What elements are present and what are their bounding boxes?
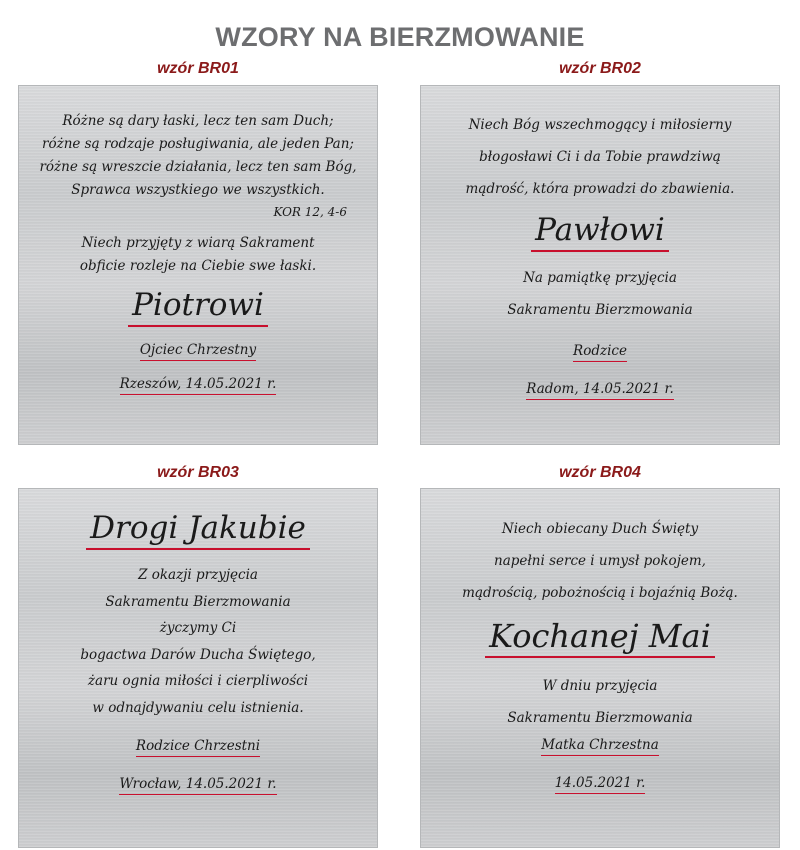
verse-reference: KOR 12, 4-6 bbox=[273, 205, 347, 219]
verse-line: różne są rodzaje posługiwania, ale jeden Pan; bbox=[42, 136, 354, 152]
wish-line: Sakramentu Bierzmowania bbox=[105, 593, 291, 610]
recipient-name: Pawłowi bbox=[531, 211, 669, 252]
occasion-line: Sakramentu Bierzmowania bbox=[507, 710, 693, 726]
plate-br03 bbox=[18, 488, 378, 848]
recipient-name: Piotrowi bbox=[128, 286, 268, 327]
signature: Matka Chrzestna bbox=[541, 735, 659, 756]
wish-line: Z okazji przyjęcia bbox=[138, 567, 258, 583]
occasion-line: Na pamiątkę przyjęcia bbox=[523, 270, 677, 286]
wish-line: Niech przyjęty z wiarą Sakrament bbox=[81, 235, 315, 251]
plate-label-br03: wzór BR03 bbox=[157, 464, 239, 481]
plate-br02 bbox=[420, 85, 780, 445]
wish-line: obficie rozleje na Ciebie swe łaski. bbox=[79, 258, 317, 274]
wish-line: w odnajdywaniu celu istnienia. bbox=[92, 699, 304, 716]
place-date: Wrocław, 14.05.2021 r. bbox=[119, 774, 276, 795]
plate-label-br01: wzór BR01 bbox=[157, 60, 239, 77]
recipient-name: Kochanej Mai bbox=[485, 617, 715, 658]
verse-line: błogosławi Ci i da Tobie prawdziwą bbox=[479, 149, 721, 165]
plate-label-br02: wzór BR02 bbox=[559, 60, 641, 77]
date: 14.05.2021 r. bbox=[555, 773, 646, 794]
verse-line: Różne są dary łaski, lecz ten sam Duch; bbox=[62, 113, 334, 129]
verse-line: mądrością, pobożnością i bojaźnią Bożą. bbox=[462, 585, 738, 601]
verse-line: Niech obiecany Duch Święty bbox=[501, 521, 699, 537]
verse-line: Niech Bóg wszechmogący i miłosierny bbox=[468, 117, 732, 133]
plate-label-br04: wzór BR04 bbox=[559, 464, 641, 481]
signature: Rodzice Chrzestni bbox=[136, 736, 260, 757]
place-date: Radom, 14.05.2021 r. bbox=[526, 379, 674, 400]
signature: Rodzice bbox=[573, 341, 627, 362]
verse-line: różne są wreszcie działania, lecz ten sam Bóg, bbox=[39, 159, 357, 175]
place-date: Rzeszów, 14.05.2021 r. bbox=[120, 374, 277, 395]
wish-line: życzymy Ci bbox=[159, 620, 237, 636]
occasion-line: W dniu przyjęcia bbox=[542, 678, 658, 694]
wish-line: żaru ognia miłości i cierpliwości bbox=[87, 673, 309, 689]
recipient-name: Drogi Jakubie bbox=[86, 509, 310, 550]
plate-br01 bbox=[18, 85, 378, 445]
occasion-line: Sakramentu Bierzmowania bbox=[507, 302, 693, 318]
signature: Ojciec Chrzestny bbox=[140, 340, 256, 361]
page-title: WZORY NA BIERZMOWANIE bbox=[215, 22, 585, 52]
verse-line: mądrość, która prowadzi do zbawienia. bbox=[465, 181, 735, 197]
verse-line: napełni serce i umysł pokojem, bbox=[494, 553, 706, 569]
wish-line: bogactwa Darów Ducha Świętego, bbox=[80, 646, 316, 663]
plate-br04 bbox=[420, 488, 780, 848]
verse-line: Sprawca wszystkiego we wszystkich. bbox=[71, 182, 325, 198]
